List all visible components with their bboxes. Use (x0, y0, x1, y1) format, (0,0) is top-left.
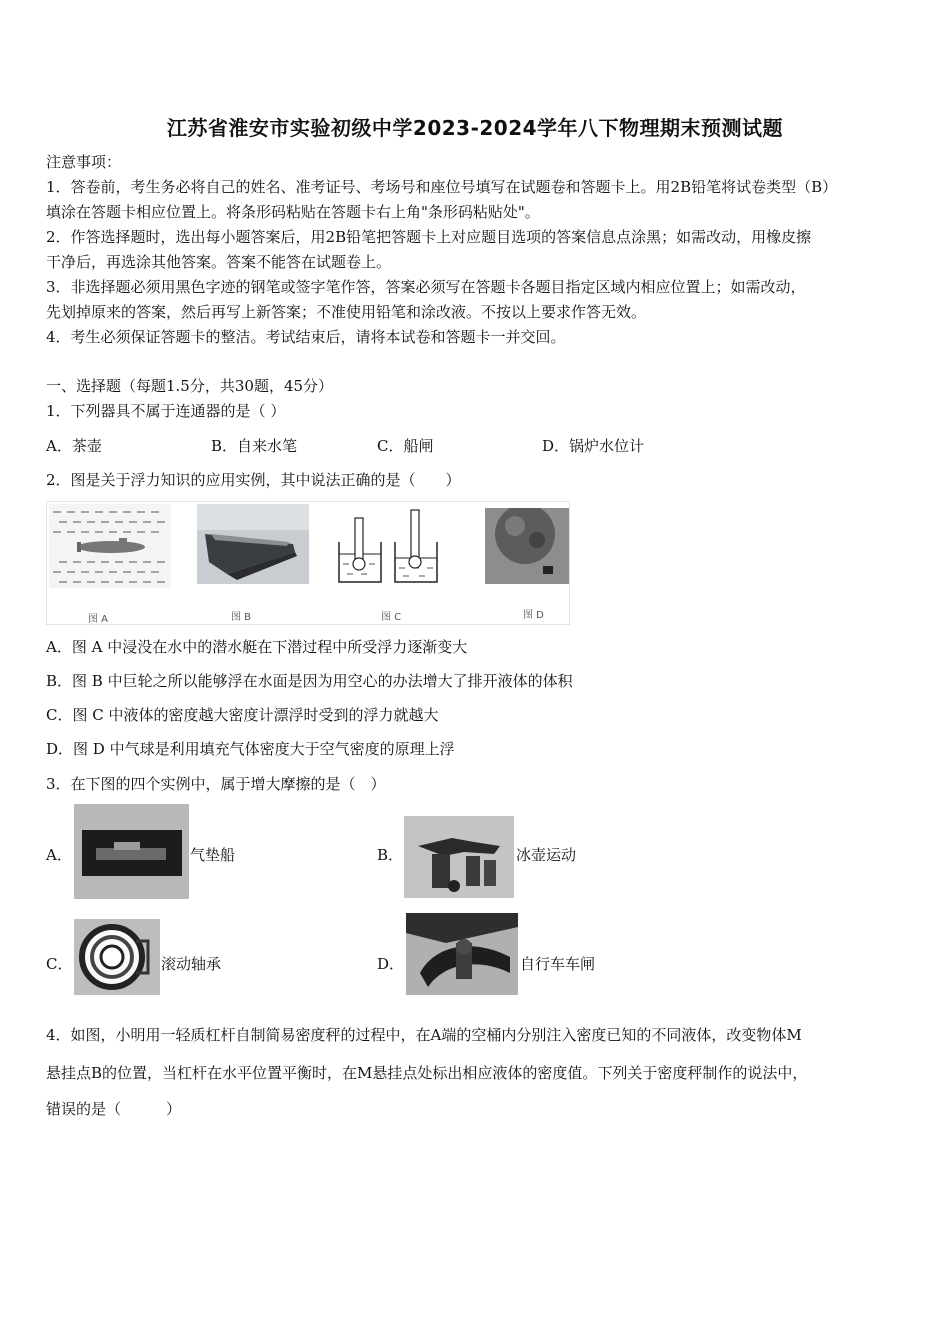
submarine-figure (49, 504, 171, 588)
question-4-line: 4．如图，小明用一轻质杠杆自制简易密度秤的过程中，在A端的空桶内分别注入密度已知的不同液体，改变物体M (46, 1026, 802, 1044)
q3-option-d-letter: D． (377, 955, 405, 973)
notice-line: 填涂在答题卡相应位置上。将条形码粘贴在答题卡右上角"条形码粘贴处"。 (46, 203, 540, 221)
q1-option-c: C．船闸 (377, 437, 434, 455)
question-2-stem: 2．图是关于浮力知识的应用实例，其中说法正确的是（ ） (46, 471, 461, 489)
question-1-stem: 1．下列器具不属于连通器的是（ ） (46, 402, 286, 420)
figure-caption-c: 图 C (381, 612, 402, 623)
q2-option-a: A．图 A 中浸没在水中的潜水艇在下潜过程中所受浮力逐渐变大 (46, 638, 468, 656)
notice-line: 干净后，再选涂其他答案。答案不能答在试题卷上。 (46, 253, 392, 271)
notice-line: 3．非选择题必须用黑色字迹的钢笔或签字笔作答，答案必须写在答题卡各题目指定区域内相应位置上；如需改动， (46, 278, 806, 296)
notice-heading: 注意事项： (46, 153, 122, 171)
q2-option-d: D．图 D 中气球是利用填充气体密度大于空气密度的原理上浮 (46, 740, 455, 758)
page-title: 江苏省淮安市实验初级中学2023-2024学年八下物理期末预测试题 (166, 116, 784, 140)
bicycle-brake-photo (406, 913, 518, 995)
q3-option-c-label: 滚动轴承 (161, 955, 222, 973)
q3-option-b-label: 冰壶运动 (516, 846, 577, 864)
question-3-stem: 3．在下图的四个实例中，属于增大摩擦的是（ ） (46, 775, 386, 793)
q3-option-c-letter: C． (46, 955, 73, 973)
notice-line: 4．考生必须保证答题卡的整洁。考试结束后，请将本试卷和答题卡一并交回。 (46, 328, 566, 346)
notice-line: 2．作答选择题时，选出每小题答案后，用2B铅笔把答题卡上对应题目选项的答案信息点涂黑；如需改动，用橡皮擦 (46, 228, 812, 246)
rolling-bearing-photo (74, 919, 160, 995)
q2-option-b: B．图 B 中巨轮之所以能够浮在水面是因为用空心的办法增大了排开液体的体积 (46, 672, 573, 690)
notice-line: 先划掉原来的答案，然后再写上新答案；不准使用铅笔和涂改液。不按以上要求作答无效。 (46, 303, 647, 321)
q3-option-a-label: 气垫船 (190, 846, 236, 864)
q2-option-c: C．图 C 中液体的密度越大密度计漂浮时受到的浮力就越大 (46, 706, 439, 724)
hovercraft-photo (74, 804, 189, 899)
balloon-figure (485, 508, 569, 584)
section-heading: 一、选择题（每题1.5分，共30题，45分） (46, 377, 334, 395)
q1-option-a: A．茶壶 (46, 437, 102, 455)
q3-option-b-letter: B． (377, 846, 404, 864)
cargo-ship-figure (197, 504, 309, 584)
q3-option-d-label: 自行车车闸 (520, 955, 596, 973)
figure-caption-a: 图 A (88, 614, 109, 625)
notice-line: 1．答卷前，考生务必将自己的姓名、准考证号、考场号和座位号填写在试题卷和答题卡上。用2B铅笔将试卷类型（B） (46, 178, 838, 196)
curling-photo (404, 816, 514, 898)
q1-option-b: B．自来水笔 (211, 437, 298, 455)
figure-caption-d: 图 D (523, 610, 544, 621)
q1-option-d: D．锅炉水位计 (542, 437, 645, 455)
q2-figure-strip (46, 501, 570, 625)
figure-caption-b: 图 B (231, 612, 252, 623)
question-4-line: 悬挂点B的位置，当杠杆在水平位置平衡时，在M悬挂点处标出相应液体的密度值。下列关于密度秤制作的说法中， (46, 1064, 808, 1082)
hydrometer-figure (329, 504, 449, 588)
question-4-line: 错误的是（ ） (46, 1100, 182, 1118)
q3-option-a-letter: A． (46, 846, 72, 864)
